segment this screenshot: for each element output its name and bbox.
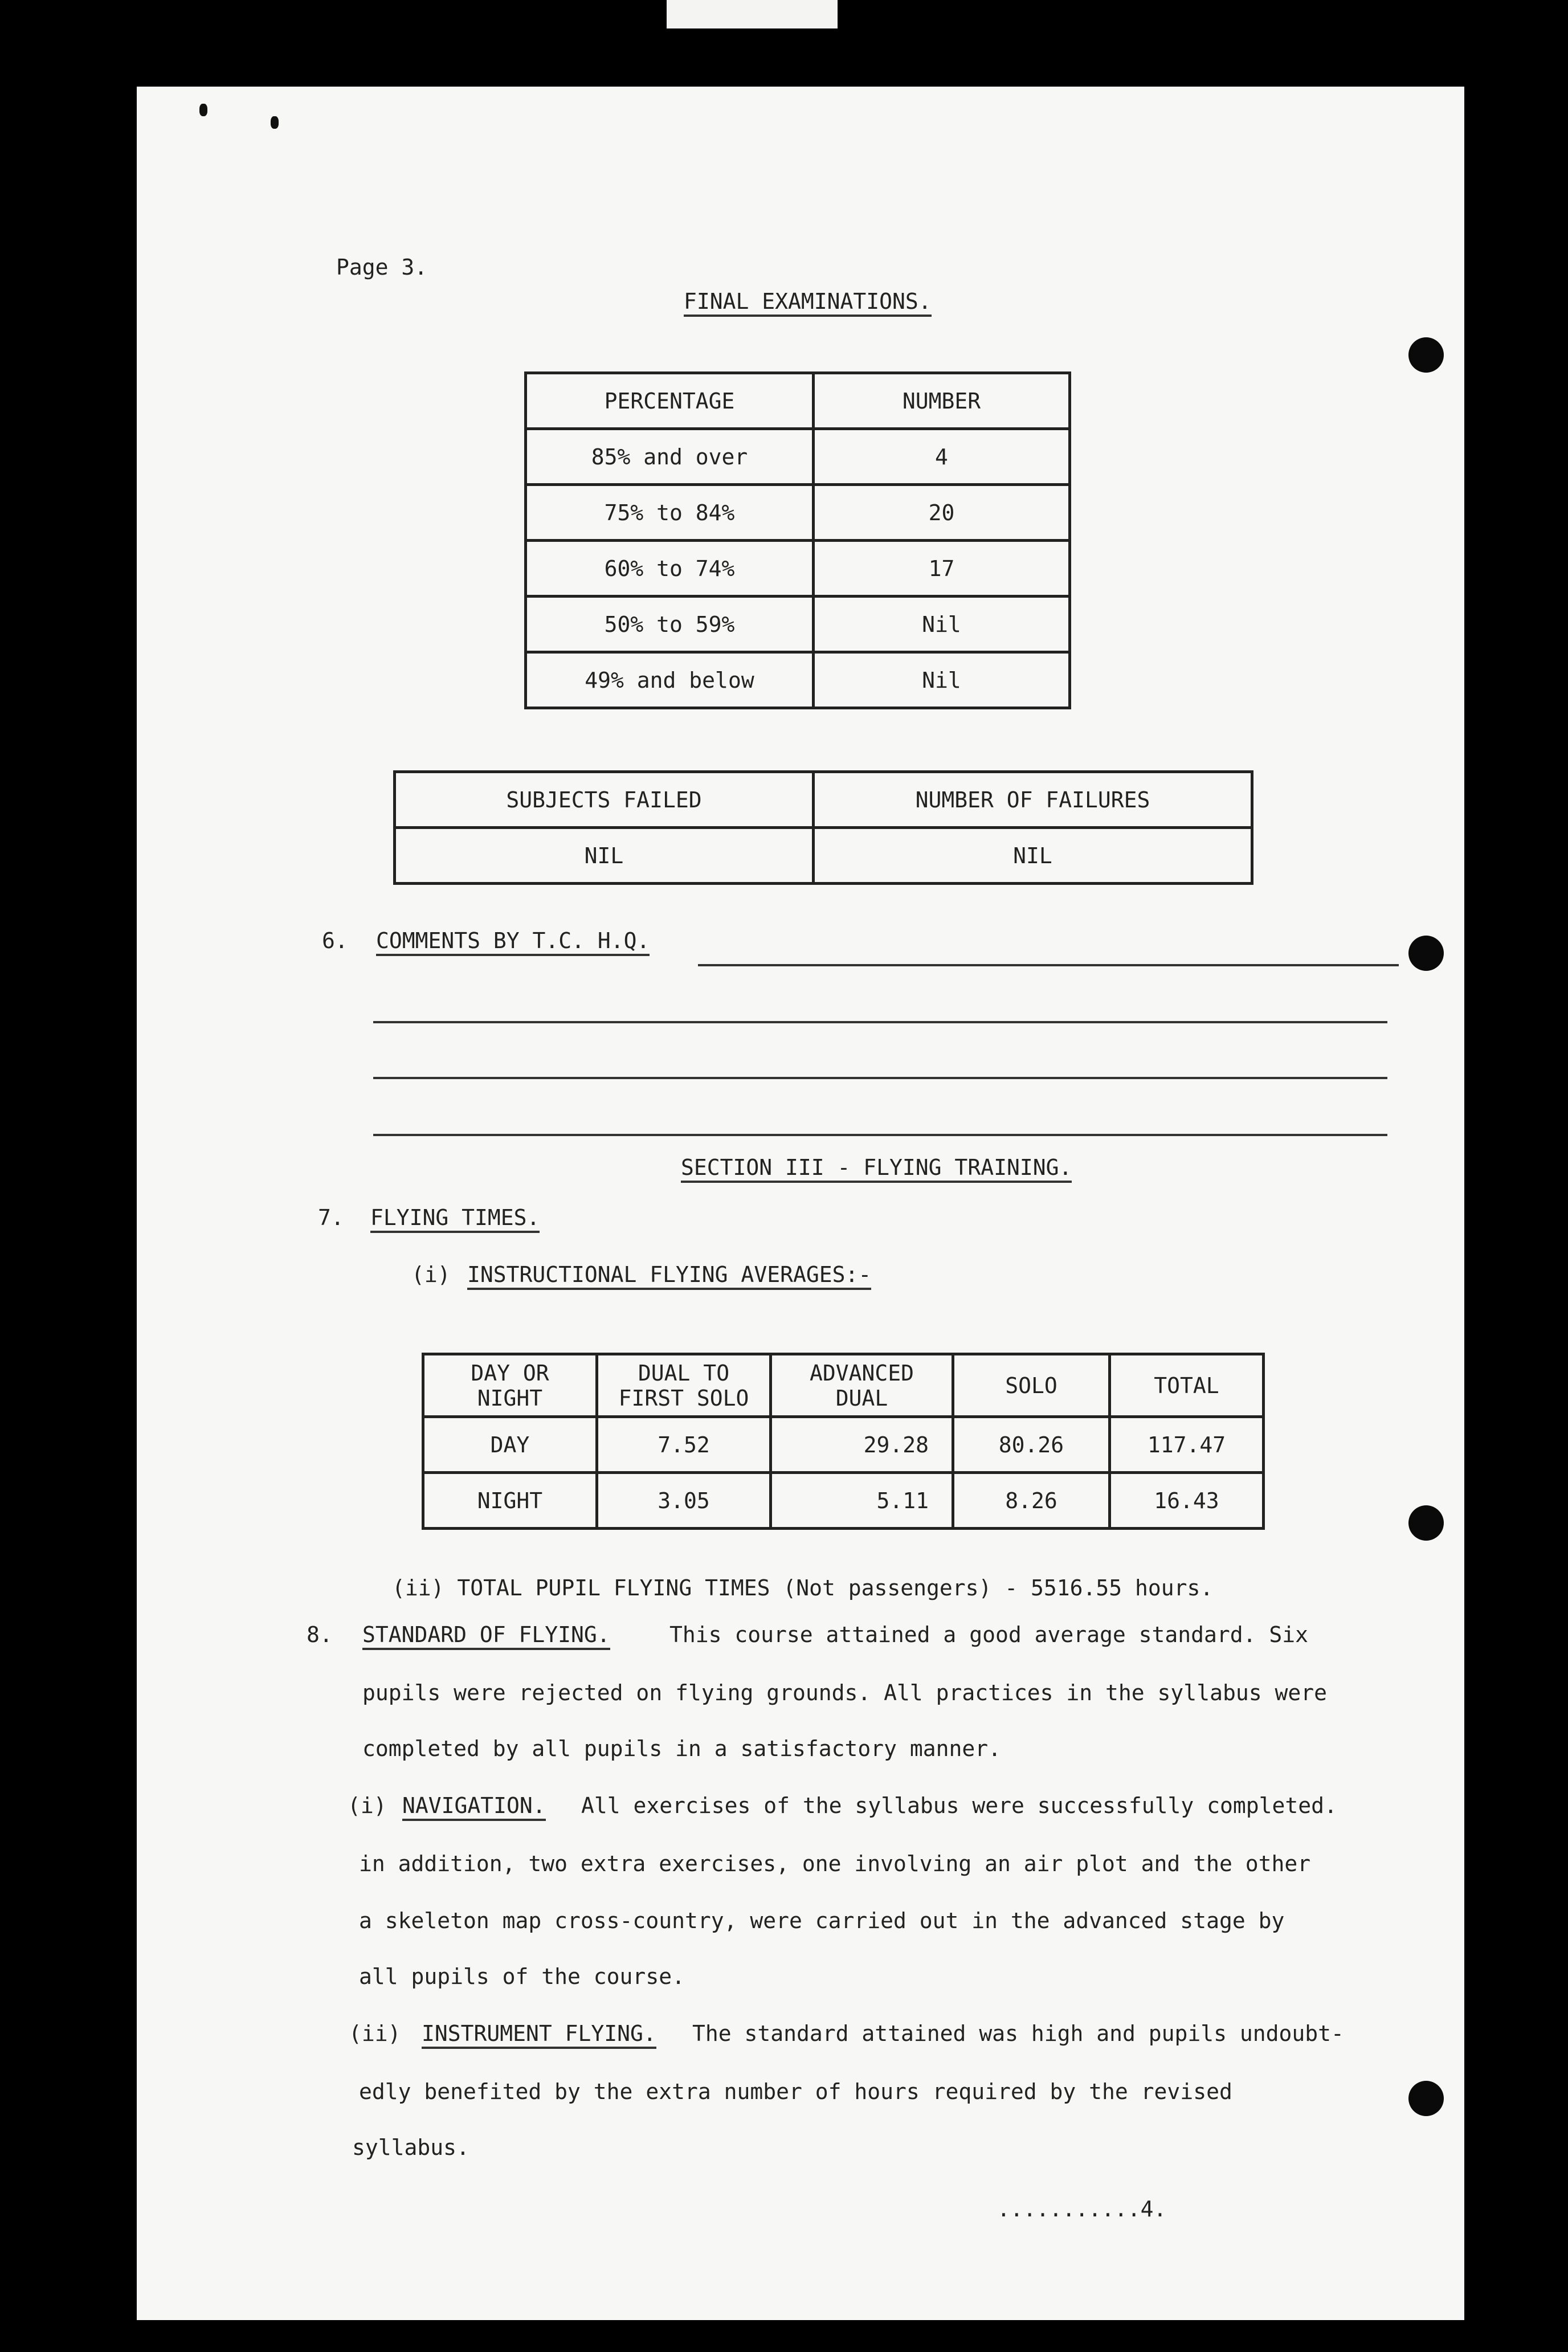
cell-solo: 8.26 <box>953 1473 1110 1529</box>
speck <box>271 116 279 129</box>
header-advanced-dual: ADVANCED DUAL <box>771 1354 953 1417</box>
cell-total: 117.47 <box>1110 1417 1264 1473</box>
standard-label: STANDARD OF FLYING. <box>362 1624 610 1650</box>
continuation-marker: ...........4. <box>997 2196 1167 2222</box>
total-pupil-flying-times: (ii) TOTAL PUPIL FLYING TIMES (Not passengers) - 5516.55 hours. <box>392 1575 1214 1600</box>
cell-percentage: 49% and below <box>526 652 814 708</box>
header-number-of-failures: NUMBER OF FAILURES <box>814 772 1252 828</box>
comments-number: 6. <box>322 928 348 953</box>
instructional-averages-num: (i) <box>411 1262 451 1287</box>
standard-line: completed by all pupils in a satisfactory manner. <box>362 1736 1002 1761</box>
header-subjects-failed: SUBJECTS FAILED <box>395 772 814 828</box>
cell-number: 20 <box>814 485 1070 541</box>
instrument-label: INSTRUMENT FLYING. <box>422 2023 656 2049</box>
navigation-line: in addition, two extra exercises, one involving an air plot and the other <box>359 1851 1311 1876</box>
instrument-line: syllabus. <box>352 2135 469 2160</box>
navigation-line: a skeleton map cross-country, were carried out in the advanced stage by <box>359 1908 1285 1933</box>
punch-hole <box>1408 337 1444 373</box>
header-total: TOTAL <box>1110 1354 1264 1417</box>
navigation-label: NAVIGATION. <box>402 1795 546 1821</box>
instructional-averages-label: INSTRUCTIONAL FLYING AVERAGES:- <box>467 1264 871 1290</box>
comments-label: COMMENTS BY T.C. H.Q. <box>376 930 650 956</box>
standard-number: 8. <box>307 1622 333 1647</box>
page-number: Page 3. <box>336 255 428 280</box>
instrument-line: edly benefited by the extra number of hours required by the revised <box>359 2079 1232 2104</box>
flying-times-label: FLYING TIMES. <box>370 1207 540 1233</box>
comment-line <box>373 1134 1387 1136</box>
section-title: SECTION III - FLYING TRAINING. <box>681 1157 1072 1183</box>
navigation-num: (i) <box>348 1793 387 1818</box>
standard-line: This course attained a good average standard. Six <box>669 1622 1309 1647</box>
header-number: NUMBER <box>814 373 1070 429</box>
instrument-num: (ii) <box>349 2021 401 2046</box>
cell-percentage: 50% to 59% <box>526 597 814 652</box>
punch-hole <box>1408 936 1444 971</box>
cell-number-of-failures: NIL <box>814 828 1252 884</box>
cell-percentage: 60% to 74% <box>526 541 814 597</box>
punch-hole <box>1408 2081 1444 2116</box>
speck <box>199 104 207 116</box>
cell-day-night: DAY <box>423 1417 597 1473</box>
cell-day-night: NIGHT <box>423 1473 597 1529</box>
instrument-line: The standard attained was high and pupils undoubt- <box>692 2021 1344 2046</box>
cell-percentage: 75% to 84% <box>526 485 814 541</box>
cell-number: Nil <box>814 652 1070 708</box>
comment-line <box>373 1077 1387 1079</box>
cell-solo: 80.26 <box>953 1417 1110 1473</box>
header-day-or-night: DAY OR NIGHT <box>423 1354 597 1417</box>
final-exams-table <box>524 371 1071 709</box>
header-solo: SOLO <box>953 1354 1110 1417</box>
navigation-line: All exercises of the syllabus were successfully completed. <box>581 1793 1337 1818</box>
flying-times-number: 7. <box>318 1205 344 1230</box>
standard-line: pupils were rejected on flying grounds. All practices in the syllabus were <box>362 1680 1327 1705</box>
cell-number: 4 <box>814 429 1070 485</box>
paper-edge-tab <box>667 0 838 28</box>
cell-percentage: 85% and over <box>526 429 814 485</box>
final-exams-title: FINAL EXAMINATIONS. <box>684 291 932 317</box>
cell-advanced-dual: 5.11 <box>771 1473 953 1529</box>
cell-advanced-dual: 29.28 <box>771 1417 953 1473</box>
cell-dual-first-solo: 3.05 <box>597 1473 771 1529</box>
document-page <box>137 87 1464 2320</box>
flying-averages-table <box>422 1353 1265 1530</box>
comment-line <box>698 964 1399 966</box>
cell-total: 16.43 <box>1110 1473 1264 1529</box>
header-dual-to-first-solo: DUAL TO FIRST SOLO <box>597 1354 771 1417</box>
punch-hole <box>1408 1505 1444 1541</box>
cell-subjects-failed: NIL <box>395 828 814 884</box>
comment-line <box>373 1021 1387 1023</box>
failures-table <box>393 770 1253 885</box>
navigation-line: all pupils of the course. <box>359 1964 685 1989</box>
cell-number: Nil <box>814 597 1070 652</box>
header-percentage: PERCENTAGE <box>526 373 814 429</box>
cell-number: 17 <box>814 541 1070 597</box>
cell-dual-first-solo: 7.52 <box>597 1417 771 1473</box>
